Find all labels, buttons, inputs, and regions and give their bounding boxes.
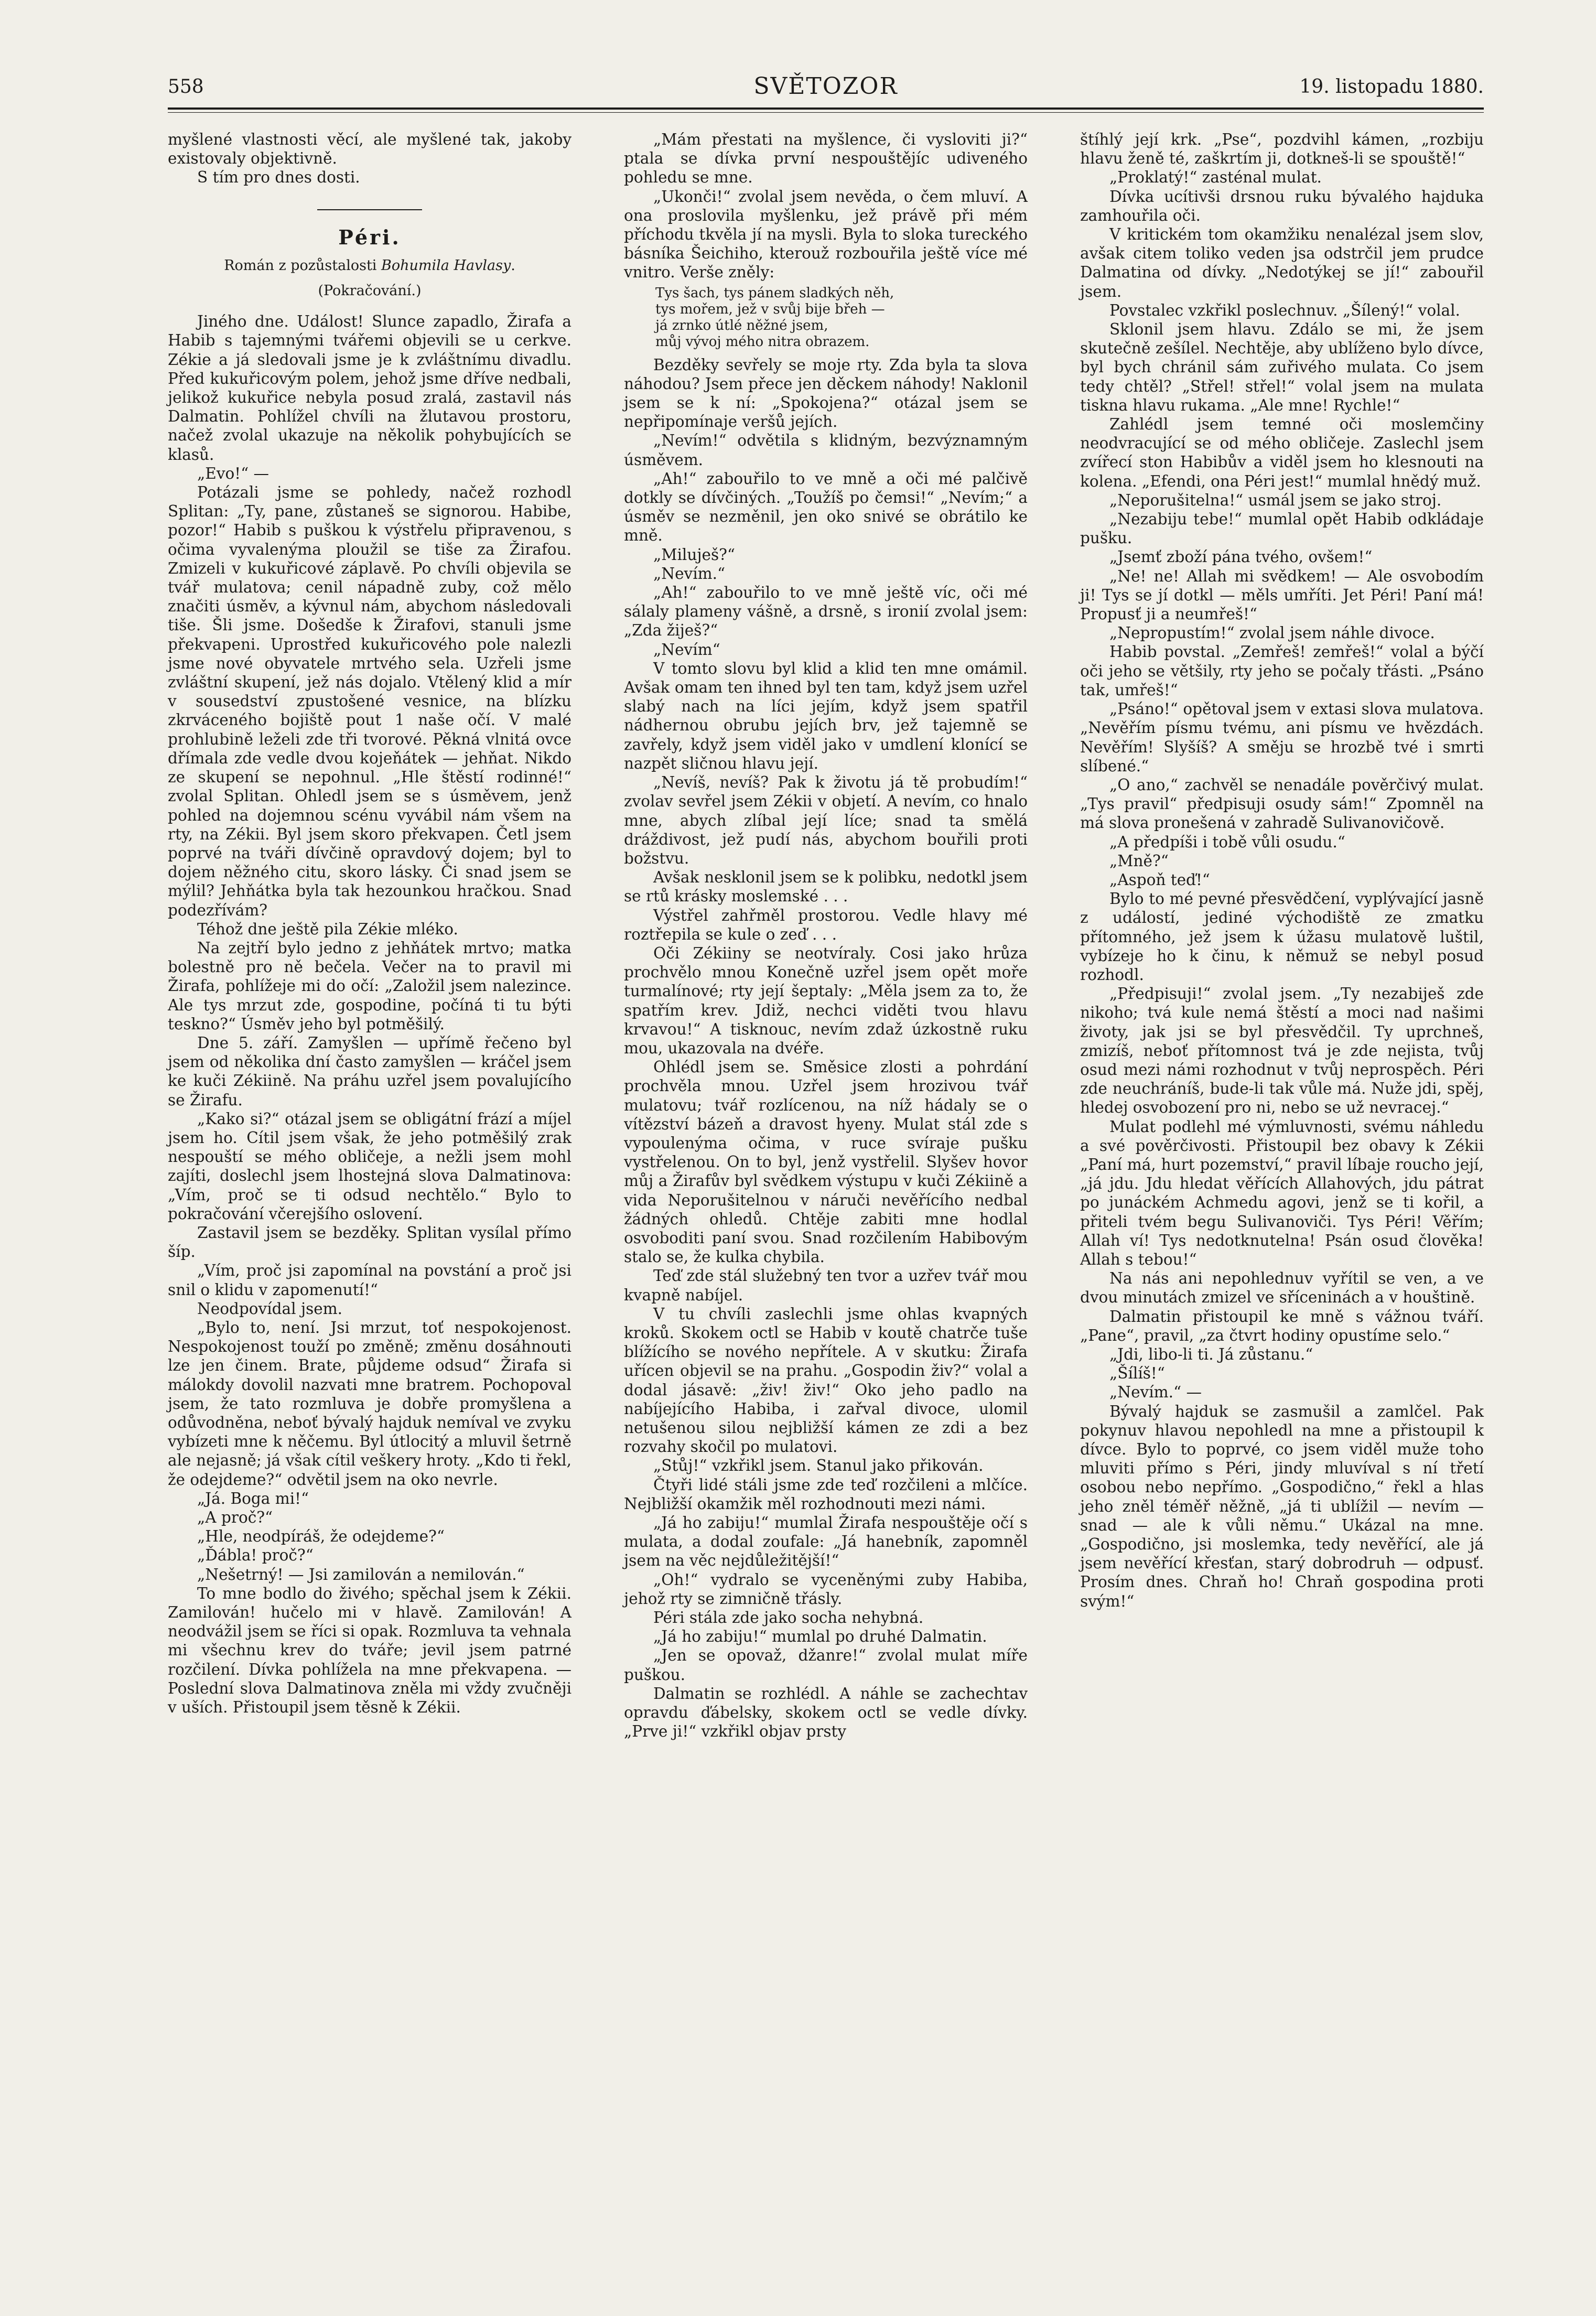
paragraph: Bezděky sevřely se moje rty. Zda byla ta slova náhodou? Jsem přece jen děckem náhody! Naklonil jsem se k ní: „Spokojena?“ otázal jsem se nepřipomínaje veršů jejích. xyxy=(624,356,1028,431)
paragraph: Mulat podlehl mé výmluvnosti, svému náhledu a své pověrčivosti. Přistoupil bez obavy k Zékii „Paní má, hurt pozemství,“ pravil líbaje roucho její, „já jdu. Jdu hledat věřících Allahových, jdu pátrat po junáckém Achmedu agovi, jenž se ti kořil, a přiteli tvém begu Sulivanoviči. Tys Péri! Věřím; Allah ví! Tys nedotknutelna! Psán osud člověka! Allah s tebou!“ xyxy=(1080,1117,1484,1268)
paragraph: Dalmatin přistoupil ke mně s vážnou tváří. „Pane“, pravil, „za čtvrt hodiny opustíme selo.“ xyxy=(1080,1307,1484,1344)
paragraph: „Psáno!“ opětoval jsem v extasi slova mulatova. „Nevěřím písmu tvému, ani písmu ve hvězdách. Nevěřím! Slyšíš? A směju se hrozbě tvé i smrti slíbené.“ xyxy=(1080,700,1484,775)
paragraph: „Stůj!“ vzkřikl jsem. Stanul jako přikován. xyxy=(653,1457,984,1475)
poem-line: můj vývoj mého nitra obrazem. xyxy=(655,333,870,350)
paragraph: Habib povstal. „Zemřeš! zemřeš!“ volal a býčí oči jeho se většily, rty jeho se počaly třásti. „Psáno tak, umřeš!“ xyxy=(1080,643,1484,699)
paragraph: Bylo to mé pevné přesvědčení, vyplývající jasně z událostí, jediné východiště ze zmatku přítomného, jež jsem k úžasu mulatově luštil, vybízeje ho k činu, k němuž se nebyl posud rozhodl. xyxy=(1080,890,1484,984)
paragraph: „A proč?“ xyxy=(197,1509,273,1527)
paragraph: „Neporušitelna!“ usmál jsem se jako strој. xyxy=(1109,491,1442,509)
paragraph: „Jdi, libo-li ti. Já zůstanu.“ xyxy=(1109,1345,1313,1363)
paragraph: „Proklatý!“ zasténal mulat. xyxy=(1109,168,1322,187)
paragraph: Teď zde stál služebný ten tvor a uzřev tvář mou kvapně nabíjel. xyxy=(624,1267,1028,1304)
paragraph: Zahlédl jsem temné oči moslemčiny neodvracující se od mého obličeje. Zaslechl jsem zvířecí ston Habibův a viděl jsem ho klesnouti na kolena. „Efendi, ona Péri jest!“ mumlal hnědý muž. xyxy=(1080,415,1484,490)
paragraph: „Nešetrný! — Jsi zamilován a nemilován.“ xyxy=(197,1565,525,1584)
paragraph: „Bylo to, není. Jsi mrzut, toť nespokojenost. Nespokojenost touží po změně; změnu dosáhnouti lze jen činem. Brate, půjdeme odsud“ Žirafa si málokdy dovolil nazvati mne bratrem. Pochopoval jsem, že tato rozmluva je dobře promyšlena a odůvodněna, neboť bývalý hajduk nemíval ve zvyku vybízeti mne k něčemu. Byl útlocitý a mluvil šetrně ale nejasně; já však cítil veškery hroty. „Kdo ti řekl, že odejdeme?“ odvětil jsem na oko nevrle. xyxy=(168,1318,571,1489)
paragraph: štíhlý její krk. „Pse“, pozdvihl kámen, „rozbiju hlavu ženě té, zaškrtím ji, dotkneš-li se spouště!“ xyxy=(1080,131,1484,168)
paragraph: „Já ho zabiju!“ mumlal po druhé Dalmatin. xyxy=(653,1628,987,1646)
paragraph: Téhož dne ještě pila Zékie mléko. xyxy=(197,920,458,938)
poem-stanza xyxy=(655,285,1028,350)
paragraph: Dívka ucítivši drsnou ruku bývalého hajduka zamhouřila oči. xyxy=(1080,187,1484,224)
paragraph: Sklonil jsem hlavu. Zdálo se mi, že jsem skutečně zešílel. Nechtěje, aby ublíženo bylo dívce, byl bych chránil sám zuřivého mulata. Co jsem tedy chtěl? „Střel! střel!“ volal jsem na mulata tiskna hlavu rukama. „Ale mne! Rychle!“ xyxy=(1080,320,1484,414)
paragraph: „Kako si?“ otázal jsem se obligátní frází a míjel jsem ho. Cítil jsem však, že jeho potměšilý zrak nespouští se mého obličeje, a nežli jsem mohl zajíti, doslechl jsem lhostejná slova Dalmatinova: „Vím, proč se ti odsud nechtělo.“ Bylo to pokračování včerejšího oslovení. xyxy=(168,1109,571,1223)
paragraph: „Nepropustím!“ zvolal jsem náhle divoce. xyxy=(1109,624,1435,642)
paragraph: Zastavil jsem se bezděky. Splitan vysílal přímo šíp. xyxy=(168,1223,571,1261)
paragraph: „Předpisuji!“ zvolal jsem. „Ty nezabiješ zde nikoho; tvá kule nemá štěstí a moci nad našimi životy, jak jsi se byl přesvědčil. Ty uprchneš, zmizíš, neboť přítomnost tvá je zde nejista, tvůj osud mezi námi rozhodnut v tvůj neprospěch. Péri zde neuchráníš, bude-li tak vůle má. Nuže jdi, spěj, hledej osvobození pro ni, nebo se už nevracej.“ xyxy=(1080,985,1484,1117)
paragraph: Avšak nesklonil jsem se k polibku, nedotkl jsem se rtů krásky moslemské . . . xyxy=(624,868,1028,906)
paragraph: Bývalý hajduk se zasmušil a zamlčel. Pak pokynuv hlavou nepohledl na mne a přistoupil k dívce. Bylo to poprvé, co jsem viděl muže toho mluviti přímo s Péri, jindy mluvíval s ní třetí osobou nebo nepřímo. „Gospodično,“ řekl a hlas jeho zněl téměř něžně, „já ti ublížil — nevím — snad — ale k vůli němu.“ Ukázal na mne. „Gospodično, jsi moslemka, tedy nevěřící, ale já jsem nevěřící křesťan, starý dobrodruh — odpusť. Prosím dnes. Chraň ho! Chraň gospodina proti svým!“ xyxy=(1080,1402,1484,1610)
paragraph: „Nevíš, nevíš? Pak k životu já tě probudím!“ zvolav sevřel jsem Zékii v objetí. A nevím, co hnalo mne, abych zlíbal její líce; snad ta smělá dráždivost, jež pudí nás, abychom bouřili proti božstvu. xyxy=(624,773,1028,867)
paragraph: Dne 5. září. Zamyšlen — upřímě řečeno byl jsem od několika dní často zamyšlen — kráčel jsem ke kuči Zékiině. Na práhu uzřel jsem povalujícího se Žirafu. xyxy=(168,1033,571,1109)
paragraph: „Já ho zabiju!“ mumlal Žirafa nespouštěje očí s mulata, a dodal zoufale: „Já hanebník, zapomněl jsem na věc nejdůležitější!“ xyxy=(624,1514,1028,1570)
paragraph: „Nezabiju tebe!“ mumlal opět Habib odkládaje pušku. xyxy=(1080,510,1484,547)
paragraph: Povstalec vzkřikl poslechnuv. „Šílený!“ volal. xyxy=(1109,301,1460,319)
paragraph: „Ne! ne! Allah mi svědkem! — Ale osvobodím ji! Tys se jí dotkl — měls umříti. Jet Péri! Paní má! Propusť ji a neumřeš!“ xyxy=(1080,567,1484,623)
paragraph: „O ano,“ zachvěl se nenadále pověrčivý mulat. „Tys pravil“ předpisuji osudy sám!“ Zpomněl na má slova pronešená v zahradě Sulivanovičově. xyxy=(1080,775,1484,832)
paragraph: Neodpovídal jsem. xyxy=(197,1299,343,1318)
paragraph: „Oh!“ vydralo se vyceněnými zuby Habiba, jehož rty se zimničně třásly. xyxy=(624,1570,1028,1608)
header-rule xyxy=(168,107,1484,110)
paragraph: „A předpíši i tobě vůli osudu.“ xyxy=(1109,833,1345,851)
paragraph: V kritickém tom okamžiku nenalézal jsem slov, avšak citem toliko veden jsa odstrčil jem prudce Dalmatina od dívky. „Nedotýkej se jí!“ zabouřil jsem. xyxy=(1080,225,1484,300)
issue-date: 19. listopadu 1880. xyxy=(1299,76,1484,98)
column-1 xyxy=(168,130,571,1717)
header-rule-thin xyxy=(168,112,1484,113)
page-number: 558 xyxy=(168,76,204,98)
paragraph: „Mám přestati na myšlence, či vysloviti ji?“ ptala se dívka první nespouštějíc udiveného pohledu se mne. xyxy=(624,131,1028,187)
journal-title: SVĚTOZOR xyxy=(753,73,898,100)
paragraph: „Ah!“ zabouřilo to ve mně a oči mé palčivě dotkly se dívčiných. „Toužíš po čemsi!“ „Nevím;“ a úsměv se nezměnil, jen oko snivé se obrátilo ke mně. xyxy=(624,469,1028,545)
story-title: Péri. xyxy=(338,225,401,249)
paragraph: Oči Zékiiny se neotvíraly. Cosi jako hrůza prochvělo mnou Konečně uzřel jsem opět moře turmalínové; rty její šeptaly: „Měla jsem za to, že spatřím krev. Jdiž, nechci viděti tvou hlavu krvavou!“ A tisknouc, nevím zdaž úzkostně ruku mou, ukazovala na dvéře. xyxy=(624,944,1028,1057)
paragraph: S tím pro dnes dosti. xyxy=(197,168,360,187)
subtitle-prefix: Román z pozůstalosti xyxy=(224,257,382,274)
paragraph: „Já. Boga mi!“ xyxy=(197,1489,309,1507)
paragraph: myšlené vlastnosti věcí, ale myšlené tak, jakoby existovaly objektivně. xyxy=(168,131,571,168)
paragraph: Na nás ani nepohlednuv vyřítil se ven, a ve dvou minutách zmizel ve sříceninách a v houštině. xyxy=(1080,1269,1484,1307)
paragraph: „Evo!“ — xyxy=(197,464,269,482)
paragraph: „Aspoň teď!“ xyxy=(1109,870,1210,889)
subtitle-author: Bohumila Havlasy xyxy=(381,257,511,274)
paragraph: „Mně?“ xyxy=(1109,852,1169,870)
paragraph: Na zejtří bylo jedno z jehňátek mrtvo; matka bolestně pro ně bečela. Večer na to pravil mi Žirafa, pohlížeje mi do očí: „Založil jsem nalezince. Ale tys mrzut zde, gospodine, počíná ti tu býti teskno?“ Úsměv jeho byl potměšilý. xyxy=(168,939,571,1033)
paragraph: „Šílíš!“ xyxy=(1109,1364,1165,1383)
paragraph: „Nevím“ xyxy=(653,640,720,659)
paragraph: „Hle, neodpíráš, že odejdeme?“ xyxy=(197,1527,445,1546)
paragraph: Čtyři lidé stáli jsme zde teď rozčileni a mlčíce. Nejbližší okamžik měl rozhodnouti mezi námi. xyxy=(624,1475,1028,1513)
paragraph: „Nevím.“ xyxy=(653,564,726,583)
paragraph: „Nevím.“ — xyxy=(1109,1383,1202,1402)
paragraph: „Ukonči!“ zvolal jsem nevěda, o čem mluví. A ona proslovila myšlenku, jež právě při mém příchodu tkvěla jí na mysli. Byla to sloka tureckého básníka Šeichiho, kterouž rozbouřila ještě více mé vnitro. Verše zněly: xyxy=(624,187,1028,282)
page-header xyxy=(168,71,1484,113)
paragraph: „Miluješ?“ xyxy=(653,545,735,564)
poem-line: tys mořem, jež v svůj bije břeh — xyxy=(655,301,885,317)
paragraph: V tu chvíli zaslechli jsme ohlas kvapných kroků. Skokem octl se Habib v koutě chatrče tuše blížícího se nového nepřítele. A v skutku: Žirafa uřícen objevil se na prahu. „Gospodin živ?“ volal a dodal jásavě: „živ! živ!“ Oko jeho padlo na nabíjejícího Habiba, i zařval divoce, ulomil netušenou silou nejbližší kámen ze zdi a bez rozvahy skočil po mulatovi. xyxy=(624,1305,1028,1456)
section-divider xyxy=(317,209,422,210)
story-subtitle xyxy=(168,256,571,275)
paragraph: Výstřel zahřměl prostorou. Vedle hlavy mé roztřepila se kule o zeď . . . xyxy=(624,906,1028,943)
poem-line: Tys šach, tys pánem sladkých něh, xyxy=(655,285,894,301)
paragraph: „Vím, proč jsi zapomínal na povstání a proč jsi snil o klidu v zapomenutí!“ xyxy=(168,1262,571,1299)
paragraph: Péri stála zde jako socha nehybná. xyxy=(653,1609,924,1627)
paragraph: Ohlédl jsem se. Směsice zlosti a pohrdání prochvěla mnou. Uzřel jsem hrozivou tvář mulatovu; tvář rozlícenou, na níž hádaly se o vítězství bázeň a dravost hyeny. Mulat stál zde s vypoulenýma očima, v ruce svíraje pušku vystřelenou. On to byl, jenž vystřelil. Slyšev hovor můj a Žirafův byl svědkem výstupu v kuči Zékiině a vida Neporušitelnou v náruči nevěřícího nedbal žádných ohledů. Chtěje zabiti mne hodlal osvoboditi paní svou. Snad rozčilením Habibovým stalo se, že kulka chybila. xyxy=(624,1058,1028,1266)
subtitle-suffix: . xyxy=(511,257,515,274)
paragraph: To mne bodlo do živého; spěchal jsem k Zékii. Zamilován! hučelo mi v hlavě. Zamilován! A neodvážil jsem se říci si opak. Rozmluva ta vehnala mi všechnu krev do tváře; jevil jsem patrné rozčilení. Dívka pohlížela na mne překvapena. — Poslední slova Dalmatinova zněla mi vždy zvučněji v uších. Přistoupil jsem těsně k Zékii. xyxy=(168,1584,571,1717)
paragraph: Jiného dne. Událost! Slunce zapadlo, Žirafa a Habib s tajemnými tvářemi objevili se u cerkve. Zékie a já sledovali jsme je k zvláštnímu divadlu. Před kukuřicovým polem, jehož jsme dříve nedbali, jelikož kukuřice nebyla posud zralá, zastavil nás Dalmatin. Pohlížel chvíli na žlutavou prostoru, načež zvolal ukazuje na několik pohybujících se klasů. xyxy=(168,313,571,464)
column-3 xyxy=(1080,130,1484,1611)
continuation-note: (Pokračování.) xyxy=(318,283,422,299)
paragraph: „Jsemť zboží pána tvého, ovšem!“ xyxy=(1109,548,1373,566)
poem-line: já zrnko útlé něžné jsem, xyxy=(655,317,828,333)
paragraph: V tomto slovu byl klid a klid ten mne omámil. Avšak omam ten ihned byl ten tam, když jsem uzřel slabý nach na líci jejím, když jsem spatřil nádhernou obrubu jejích brv, jež tajemně se zavřely, když jsem viděl jako v umdlení klonící se nazpět sličnou hlavu její. xyxy=(624,659,1028,772)
paragraph: Dalmatin se rozhlédl. A náhle se zachechtav opravdu ďábelsky, skokem octl se vedle dívky. „Prve ji!“ vzkřikl objav prsty xyxy=(624,1684,1028,1741)
paragraph: „Ďábla! proč?“ xyxy=(197,1546,314,1565)
paragraph: „Nevím!“ odvětila s klidným, bezvýznamným úsměvem. xyxy=(624,432,1028,469)
paragraph: „Ah!“ zabouřilo to ve mně ještě víc, oči mé sálaly plameny vášně, a drsně, s ironií zvolal jsem: „Zda žiješ?“ xyxy=(624,584,1028,640)
paragraph: Potázali jsme se pohledy, načež rozhodl Splitan: „Ty, pane, zůstaneš se signorou. Habibe, pozor!“ Habib s puškou k výstřelu připravenou, s očima vyvalenýma ploužil se tiše za Žirafou. Zmizeli v kukuřicové záplavě. Po chvíli objevila se tvář mulatova; cenil nápadně zuby, což mělo značiti úsměv, a kývnul nám, abychom následovali tiše. Šli jsme. Došedše k Žirafovi, stanuli jsme překvapeni. Uprostřed kukuřicového pole nalezli jsme nové obyvatele mrtvého sela. Uzřeli jsme zvláštní skupení, jež nás dojalo. Vtělený klid a mír v sousedství zpustošené vesnice, na blízku zkrváceného bojiště pout 1 naše očí. V malé prohlubině leželi zde tři tvorové. Pěkná vlnitá ovce dřímala zde vedle dvou kojeňátek — jehňat. Nikdo ze skupení se nepohnul. „Hle štěstí rodinné!“ zvolal Splitan. Ohledl jsem se s úsměvem, jenž pohled na dojemnou scénu vyvábil nám všem na rty, na Zékii. Byl jsem skoro překvapen. Četl jsem poprvé na tváři dívčině opravdový dojem; byl to dojem něžného citu, skoro lásky. Či snad jsem se mýlil? Jehňátka byla tak hezounkou hračkou. Snad podezřívám? xyxy=(168,483,571,919)
paragraph: „Jen se opovaž, džanre!“ zvolal mulat míře puškou. xyxy=(624,1646,1028,1684)
column-2 xyxy=(624,130,1028,1741)
